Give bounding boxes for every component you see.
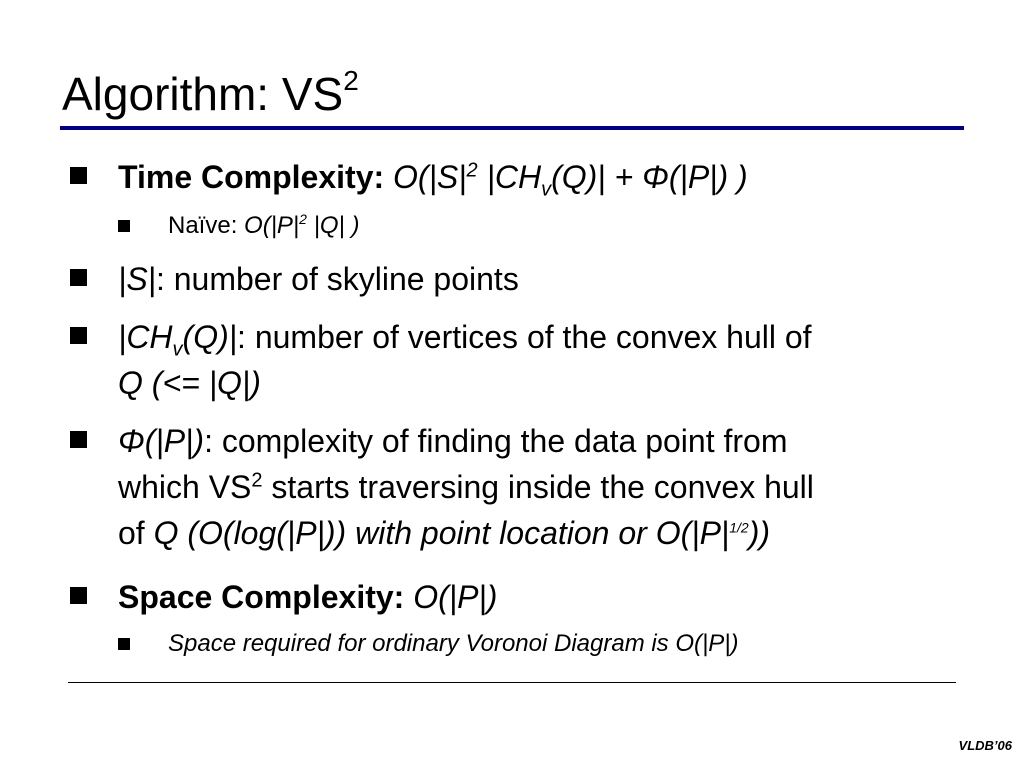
phi-line-3-formula: [154, 515, 770, 551]
bullet-phi-complexity: [118, 418, 998, 556]
slide-title-superscript: 2: [343, 64, 359, 96]
square-bullet-icon: [70, 431, 87, 448]
time-complexity-label: Time Complexity:: [118, 159, 385, 195]
voronoi-space-text: Space required for ordinary Voronoi Diagram is O(|P|): [168, 630, 739, 657]
formula-part: O(|S|: [393, 159, 467, 195]
convex-hull-term: [118, 319, 238, 361]
skyline-text: : number of skyline points: [155, 261, 519, 297]
space-complexity-formula: O(|P|): [413, 579, 498, 615]
phi-text: : complexity of finding the data point from: [204, 423, 788, 459]
square-bullet-icon: [118, 638, 130, 650]
formula-subscript: v: [541, 178, 552, 201]
term-part: (Q)|: [182, 319, 238, 355]
square-bullet-icon: [70, 587, 87, 604]
phi-term: Φ(|P|): [118, 423, 205, 459]
square-bullet-icon: [70, 167, 87, 184]
square-bullet-icon: [118, 220, 130, 232]
formula-part: O(|P|: [244, 212, 300, 239]
term-part: |CH: [118, 319, 173, 355]
formula-superscript: 2: [466, 159, 478, 182]
phi-line-3: [118, 510, 998, 556]
formula-superscript: 2: [299, 211, 307, 227]
phi-line-1: [118, 418, 998, 464]
bullet-space-complexity: [118, 574, 998, 620]
formula-part: (Q)| + Φ(|P|) ): [551, 159, 748, 195]
formula-part: Q (O(log(|P|)) with point location or O(|P|: [153, 515, 730, 551]
space-complexity-label: Space Complexity:: [118, 579, 405, 615]
bullet-convex-hull-vertices: [118, 314, 998, 406]
phi-line-2-part: starts traversing inside the convex hull: [262, 469, 814, 505]
slide-title-text: Algorithm: VS: [62, 68, 344, 120]
convex-hull-line-1: [118, 314, 998, 360]
footer-rule: [68, 682, 956, 683]
slide-title: [62, 66, 359, 122]
phi-line-3-prefix: of: [118, 515, 154, 551]
footer-conference-tag: VLDB’06: [958, 738, 1012, 753]
time-complexity-formula: [393, 159, 748, 201]
sub-bullet-voronoi-space: [168, 628, 968, 660]
vs-superscript: 2: [251, 469, 263, 492]
square-bullet-icon: [70, 269, 87, 286]
term-subscript: v: [172, 338, 183, 361]
formula-part: )): [748, 515, 770, 551]
phi-line-2-part: which VS: [118, 469, 252, 505]
bullet-skyline-points: [118, 256, 998, 302]
convex-hull-line-2: Q (<= |Q|): [118, 365, 261, 401]
formula-part: |CH: [477, 159, 542, 195]
formula-superscript: 1/2: [729, 519, 749, 536]
sub-bullet-naive: [168, 210, 968, 242]
naive-label: Naïve:: [168, 212, 245, 239]
phi-line-2: [118, 464, 998, 510]
title-underline: [60, 126, 964, 130]
bullet-time-complexity: [118, 154, 998, 200]
formula-part: |Q| ): [306, 212, 360, 239]
square-bullet-icon: [70, 327, 87, 344]
naive-formula: [244, 212, 359, 239]
skyline-term: |S|: [118, 261, 156, 297]
convex-hull-text: : number of vertices of the convex hull of: [237, 319, 812, 355]
